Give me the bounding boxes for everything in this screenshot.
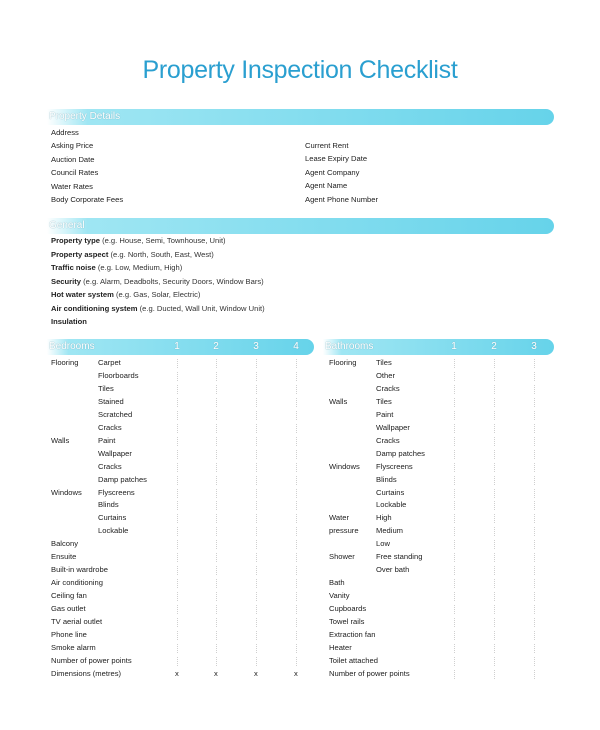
bedroom-column-divider <box>296 385 297 394</box>
bathroom-column-divider <box>454 359 455 368</box>
bedroom-column-divider <box>177 476 178 485</box>
bedroom-column-divider <box>177 644 178 653</box>
bathroom-category: Water <box>329 513 349 523</box>
bathroom-item: Over bath <box>376 565 410 575</box>
bedroom-item: Wallpaper <box>98 448 132 458</box>
bedroom-column-divider <box>177 359 178 368</box>
general-row-hint: (e.g. Alarm, Deadbolts, Security Doors, Window Bars) <box>80 276 264 286</box>
bedroom-column-divider <box>296 359 297 368</box>
bedroom-column-divider <box>216 644 217 653</box>
bathrooms-header <box>323 339 554 355</box>
bathroom-column-divider <box>534 463 535 472</box>
bedroom-column-divider <box>216 476 217 485</box>
bathroom-column-divider <box>494 566 495 575</box>
bathroom-category: Toilet attached <box>329 655 378 665</box>
bathroom-column-divider <box>454 631 455 640</box>
bedroom-column-divider <box>296 398 297 407</box>
bathroom-column-divider <box>494 618 495 627</box>
bathroom-column-divider <box>454 618 455 627</box>
bedroom-column-divider <box>296 540 297 549</box>
bedroom-column-divider <box>256 527 257 536</box>
bathroom-column-divider <box>534 540 535 549</box>
bathroom-column-divider <box>454 527 455 536</box>
bedroom-column-divider <box>177 463 178 472</box>
property-field-label: Asking Price <box>51 141 94 151</box>
bathroom-column-divider <box>454 424 455 433</box>
bathroom-column-divider <box>534 501 535 510</box>
bathroom-column-divider <box>494 463 495 472</box>
bathroom-column-divider <box>534 605 535 614</box>
bedroom-item: Floorboards <box>98 370 139 380</box>
bedroom-column-divider <box>296 527 297 536</box>
bedroom-column-divider <box>296 592 297 601</box>
bathroom-column-divider <box>534 553 535 562</box>
bedroom-column-divider <box>177 618 178 627</box>
bathroom-category: Cupboards <box>329 604 367 614</box>
bathroom-column-divider <box>454 605 455 614</box>
bathroom-column-divider <box>494 527 495 536</box>
bedroom-column-divider <box>177 424 178 433</box>
bathroom-column-divider <box>454 540 455 549</box>
bathroom-item: Tiles <box>376 396 392 406</box>
bathroom-column-divider <box>534 566 535 575</box>
bedroom-column-divider <box>256 437 257 446</box>
bedroom-column-divider <box>216 592 217 601</box>
bedroom-column-divider <box>256 411 257 420</box>
bedroom-category: Gas outlet <box>51 604 86 614</box>
bedroom-column-divider <box>256 644 257 653</box>
bedroom-dimension-mark: x <box>294 668 298 678</box>
bedroom-column-divider <box>216 553 217 562</box>
bathroom-item: Low <box>376 539 390 549</box>
bedroom-column-divider <box>256 514 257 523</box>
bathroom-category: Windows <box>329 461 360 471</box>
bathroom-column-header: 1 <box>451 341 457 352</box>
bathroom-column-divider <box>454 657 455 666</box>
property-field-label: Water Rates <box>51 181 93 191</box>
bedroom-category: Smoke alarm <box>51 642 96 652</box>
bathroom-category: Towel rails <box>329 617 365 626</box>
bathroom-column-divider <box>494 657 495 666</box>
bedroom-column-divider <box>216 372 217 381</box>
bathroom-column-divider <box>494 359 495 368</box>
bedroom-column-divider <box>216 359 217 368</box>
bedroom-column-divider <box>177 411 178 420</box>
bedroom-column-divider <box>177 514 178 523</box>
property-field-label: Agent Name <box>305 181 348 191</box>
bathroom-column-divider <box>454 501 455 510</box>
bathroom-column-divider <box>454 398 455 407</box>
bedroom-category: Air conditioning <box>51 578 103 588</box>
bedroom-column-divider <box>216 631 217 640</box>
bathroom-item: Tiles <box>376 358 392 367</box>
bathroom-column-divider <box>534 385 535 394</box>
bedroom-column-header: 3 <box>253 341 259 352</box>
bedroom-column-divider <box>256 566 257 575</box>
bathroom-column-divider <box>534 670 535 679</box>
bathroom-column-divider <box>494 450 495 459</box>
bathroom-column-divider <box>454 566 455 575</box>
bathroom-column-divider <box>534 450 535 459</box>
bedroom-column-divider <box>216 437 217 446</box>
general-row-label: Property aspect <box>51 249 109 259</box>
general-title: General <box>49 220 85 231</box>
bedroom-column-divider <box>256 359 257 368</box>
bathroom-column-header: 2 <box>491 341 497 352</box>
property-field-label: Agent Company <box>305 167 360 177</box>
bedroom-column-divider <box>177 437 178 446</box>
bedroom-column-divider <box>296 411 297 420</box>
bedroom-column-divider <box>296 644 297 653</box>
bedroom-item: Cracks <box>98 422 122 432</box>
bedroom-column-divider <box>216 540 217 549</box>
bedroom-item: Damp patches <box>98 474 147 484</box>
bathroom-column-divider <box>494 476 495 485</box>
bathroom-category: Flooring <box>329 358 357 367</box>
property-details-title: Property Details <box>49 111 121 122</box>
bedroom-category: Balcony <box>51 539 79 549</box>
bedroom-column-divider <box>256 631 257 640</box>
bedroom-category: Windows <box>51 487 82 497</box>
bedroom-column-divider <box>177 540 178 549</box>
bathroom-column-divider <box>534 657 535 666</box>
bathroom-item: High <box>376 513 392 523</box>
bathroom-column-divider <box>534 424 535 433</box>
property-details-header <box>47 109 554 125</box>
bathroom-item: Free standing <box>376 552 423 562</box>
bedroom-item: Tiles <box>98 383 114 393</box>
bedroom-column-divider <box>216 411 217 420</box>
bathroom-category: pressure <box>329 526 359 536</box>
bedroom-column-divider <box>296 463 297 472</box>
bedroom-item: Stained <box>98 396 124 406</box>
bathroom-item: Curtains <box>376 487 405 497</box>
bedroom-column-divider <box>216 463 217 472</box>
bathroom-column-divider <box>534 527 535 536</box>
bathroom-item: Lockable <box>376 500 407 510</box>
bathroom-item: Cracks <box>376 383 400 393</box>
general-row <box>51 304 265 313</box>
bedroom-column-divider <box>216 424 217 433</box>
general-row-hint: (e.g. Ducted, Wall Unit, Window Unit) <box>137 303 265 313</box>
bathroom-column-divider <box>534 489 535 498</box>
bedroom-column-divider <box>256 618 257 627</box>
bathroom-category: Vanity <box>329 591 350 601</box>
bedroom-column-divider <box>296 450 297 459</box>
bedroom-column-divider <box>177 631 178 640</box>
property-field-label: Council Rates <box>51 168 99 178</box>
bedroom-column-divider <box>296 657 297 666</box>
property-field-label: Auction Date <box>51 154 95 164</box>
bedroom-column-divider <box>256 385 257 394</box>
bathroom-column-divider <box>454 450 455 459</box>
general-row <box>51 263 182 272</box>
bathroom-column-divider <box>534 411 535 420</box>
bedroom-column-divider <box>177 605 178 614</box>
bedroom-column-divider <box>296 514 297 523</box>
bedroom-item: Carpet <box>98 358 121 367</box>
bathroom-column-divider <box>454 437 455 446</box>
bedroom-column-divider <box>256 657 257 666</box>
bedroom-column-divider <box>256 476 257 485</box>
bedroom-column-divider <box>256 540 257 549</box>
bedroom-column-divider <box>216 398 217 407</box>
bedroom-item: Blinds <box>98 500 119 510</box>
bedroom-column-divider <box>296 605 297 614</box>
bathroom-column-divider <box>494 437 495 446</box>
bedroom-item: Lockable <box>98 526 129 536</box>
bathroom-item: Wallpaper <box>376 422 410 432</box>
bedroom-column-divider <box>177 398 178 407</box>
bathroom-column-divider <box>494 424 495 433</box>
bathroom-item: Flyscreens <box>376 461 413 471</box>
bedroom-column-divider <box>177 372 178 381</box>
bedroom-column-divider <box>256 501 257 510</box>
bedroom-column-divider <box>256 398 257 407</box>
bedroom-column-divider <box>296 437 297 446</box>
bathroom-item: Medium <box>376 526 404 536</box>
bathroom-column-divider <box>454 579 455 588</box>
bedroom-column-divider <box>177 592 178 601</box>
bathroom-column-divider <box>494 372 495 381</box>
bathroom-column-divider <box>494 514 495 523</box>
bathroom-column-divider <box>494 631 495 640</box>
bedroom-item: Cracks <box>98 461 122 471</box>
bedroom-column-divider <box>216 566 217 575</box>
bathroom-column-divider <box>454 553 455 562</box>
bathroom-column-divider <box>534 476 535 485</box>
bedroom-category: Phone line <box>51 629 87 639</box>
general-row-label: Security <box>51 276 81 286</box>
bedroom-column-divider <box>177 527 178 536</box>
bathroom-column-divider <box>454 489 455 498</box>
general-row <box>51 250 214 259</box>
bathroom-column-divider <box>494 501 495 510</box>
bedrooms-header <box>47 339 314 355</box>
bathroom-column-divider <box>454 514 455 523</box>
bathroom-column-divider <box>534 618 535 627</box>
bathroom-column-divider <box>454 463 455 472</box>
bathroom-column-divider <box>494 579 495 588</box>
bedroom-column-divider <box>216 514 217 523</box>
bedroom-dimension-mark: x <box>254 668 258 678</box>
bedroom-column-divider <box>256 489 257 498</box>
general-header <box>47 218 554 234</box>
bathroom-column-divider <box>494 553 495 562</box>
bedroom-column-divider <box>296 424 297 433</box>
bedroom-column-divider <box>177 579 178 588</box>
bathrooms-title: Bathrooms <box>325 341 374 352</box>
property-field-label: Address <box>51 128 79 137</box>
bathroom-column-divider <box>454 644 455 653</box>
bathroom-category: Bath <box>329 578 345 588</box>
bedroom-category: TV aerial outlet <box>51 617 103 626</box>
bathroom-category: Extraction fan <box>329 629 376 639</box>
bathroom-column-divider <box>494 385 495 394</box>
general-row <box>51 236 226 245</box>
bedroom-column-divider <box>177 657 178 666</box>
bathroom-item: Other <box>376 370 395 380</box>
bedroom-column-divider <box>296 372 297 381</box>
bathroom-column-divider <box>534 592 535 601</box>
bedroom-item: Scratched <box>98 409 133 419</box>
general-row <box>51 317 87 326</box>
bedroom-column-divider <box>216 501 217 510</box>
bedroom-category: Ceiling fan <box>51 591 87 601</box>
bedroom-column-divider <box>296 553 297 562</box>
bedroom-item: Paint <box>98 435 116 445</box>
bedroom-column-divider <box>177 385 178 394</box>
bathroom-column-divider <box>494 411 495 420</box>
bedroom-column-divider <box>256 605 257 614</box>
bedroom-column-divider <box>296 618 297 627</box>
bedrooms-title: Bedrooms <box>49 341 95 352</box>
bathroom-category: Number of power points <box>329 668 410 678</box>
bedroom-column-divider <box>177 450 178 459</box>
property-field-label: Body Corporate Fees <box>51 195 124 204</box>
general-row-label: Insulation <box>51 317 87 326</box>
bathroom-column-divider <box>494 489 495 498</box>
bedroom-column-divider <box>256 463 257 472</box>
bathroom-column-divider <box>534 579 535 588</box>
bedroom-column-header: 1 <box>174 341 180 352</box>
bedroom-dimension-mark: x <box>175 668 179 678</box>
bathroom-column-divider <box>494 605 495 614</box>
bedroom-column-divider <box>256 424 257 433</box>
bedroom-column-divider <box>216 385 217 394</box>
bedroom-category: Dimensions (metres) <box>51 668 122 678</box>
bathroom-column-divider <box>454 411 455 420</box>
bedroom-item: Flyscreens <box>98 487 135 497</box>
bedroom-column-divider <box>256 372 257 381</box>
bathroom-column-divider <box>534 631 535 640</box>
general-row-hint: (e.g. North, South, East, West) <box>108 249 214 259</box>
bedroom-column-divider <box>177 566 178 575</box>
bedroom-dimension-mark: x <box>214 668 218 678</box>
bathroom-column-divider <box>534 372 535 381</box>
property-field-label: Current Rent <box>305 141 349 150</box>
bathroom-category: Shower <box>329 552 355 562</box>
bathroom-column-divider <box>534 514 535 523</box>
bedroom-column-divider <box>256 579 257 588</box>
general-row <box>51 277 264 286</box>
general-row-hint: (e.g. House, Semi, Townhouse, Unit) <box>99 236 226 245</box>
bedroom-column-divider <box>256 592 257 601</box>
bedroom-column-divider <box>177 553 178 562</box>
general-row-label: Air conditioning system <box>51 303 138 313</box>
bedroom-category: Walls <box>51 435 70 445</box>
general-row-label: Property type <box>51 236 100 245</box>
bedroom-category: Number of power points <box>51 655 132 665</box>
general-row-label: Hot water system <box>51 290 114 299</box>
bedroom-column-divider <box>256 553 257 562</box>
general-row-label: Traffic noise <box>51 263 96 272</box>
bedroom-column-divider <box>296 476 297 485</box>
general-row-hint: (e.g. Low, Medium, High) <box>95 263 183 272</box>
bathroom-item: Blinds <box>376 474 397 484</box>
bathroom-category: Walls <box>329 396 348 406</box>
bedroom-column-divider <box>216 579 217 588</box>
bathroom-item: Cracks <box>376 435 400 445</box>
bathroom-category: Heater <box>329 642 352 652</box>
bedroom-category: Built-in wardrobe <box>51 565 108 575</box>
bathroom-column-divider <box>454 372 455 381</box>
bedroom-column-divider <box>296 489 297 498</box>
bathroom-column-header: 3 <box>531 341 537 352</box>
bedroom-column-divider <box>216 450 217 459</box>
bathroom-column-divider <box>494 540 495 549</box>
bathroom-column-divider <box>494 592 495 601</box>
bedroom-column-divider <box>177 501 178 510</box>
bedroom-item: Curtains <box>98 513 127 523</box>
bedroom-column-divider <box>177 489 178 498</box>
bathroom-column-divider <box>534 398 535 407</box>
bathroom-column-divider <box>454 476 455 485</box>
bedroom-column-divider <box>216 657 217 666</box>
bedroom-column-divider <box>216 605 217 614</box>
bathroom-column-divider <box>534 644 535 653</box>
bedroom-column-header: 2 <box>213 341 219 352</box>
bedroom-category: Ensuite <box>51 552 77 562</box>
bedroom-column-header: 4 <box>293 341 299 352</box>
page-title: Property Inspection Checklist <box>142 56 458 84</box>
general-row-hint: (e.g. Gas, Solar, Electric) <box>113 290 201 299</box>
bathroom-column-divider <box>534 359 535 368</box>
bathroom-column-divider <box>494 644 495 653</box>
bathroom-column-divider <box>494 398 495 407</box>
bedroom-column-divider <box>296 566 297 575</box>
bedroom-column-divider <box>216 618 217 627</box>
bedroom-column-divider <box>296 501 297 510</box>
bathroom-column-divider <box>454 385 455 394</box>
bedroom-column-divider <box>296 631 297 640</box>
bathroom-column-divider <box>454 670 455 679</box>
bathroom-column-divider <box>494 670 495 679</box>
bedroom-column-divider <box>216 489 217 498</box>
bedroom-column-divider <box>296 579 297 588</box>
bathroom-item: Paint <box>376 409 394 419</box>
bedroom-column-divider <box>216 527 217 536</box>
bathroom-column-divider <box>534 437 535 446</box>
property-field-label: Agent Phone Number <box>305 194 379 204</box>
general-row <box>51 290 200 299</box>
bathroom-item: Damp patches <box>376 448 425 458</box>
bathroom-column-divider <box>454 592 455 601</box>
bedroom-column-divider <box>256 450 257 459</box>
bedroom-category: Flooring <box>51 358 79 367</box>
property-field-label: Lease Expiry Date <box>305 154 368 164</box>
